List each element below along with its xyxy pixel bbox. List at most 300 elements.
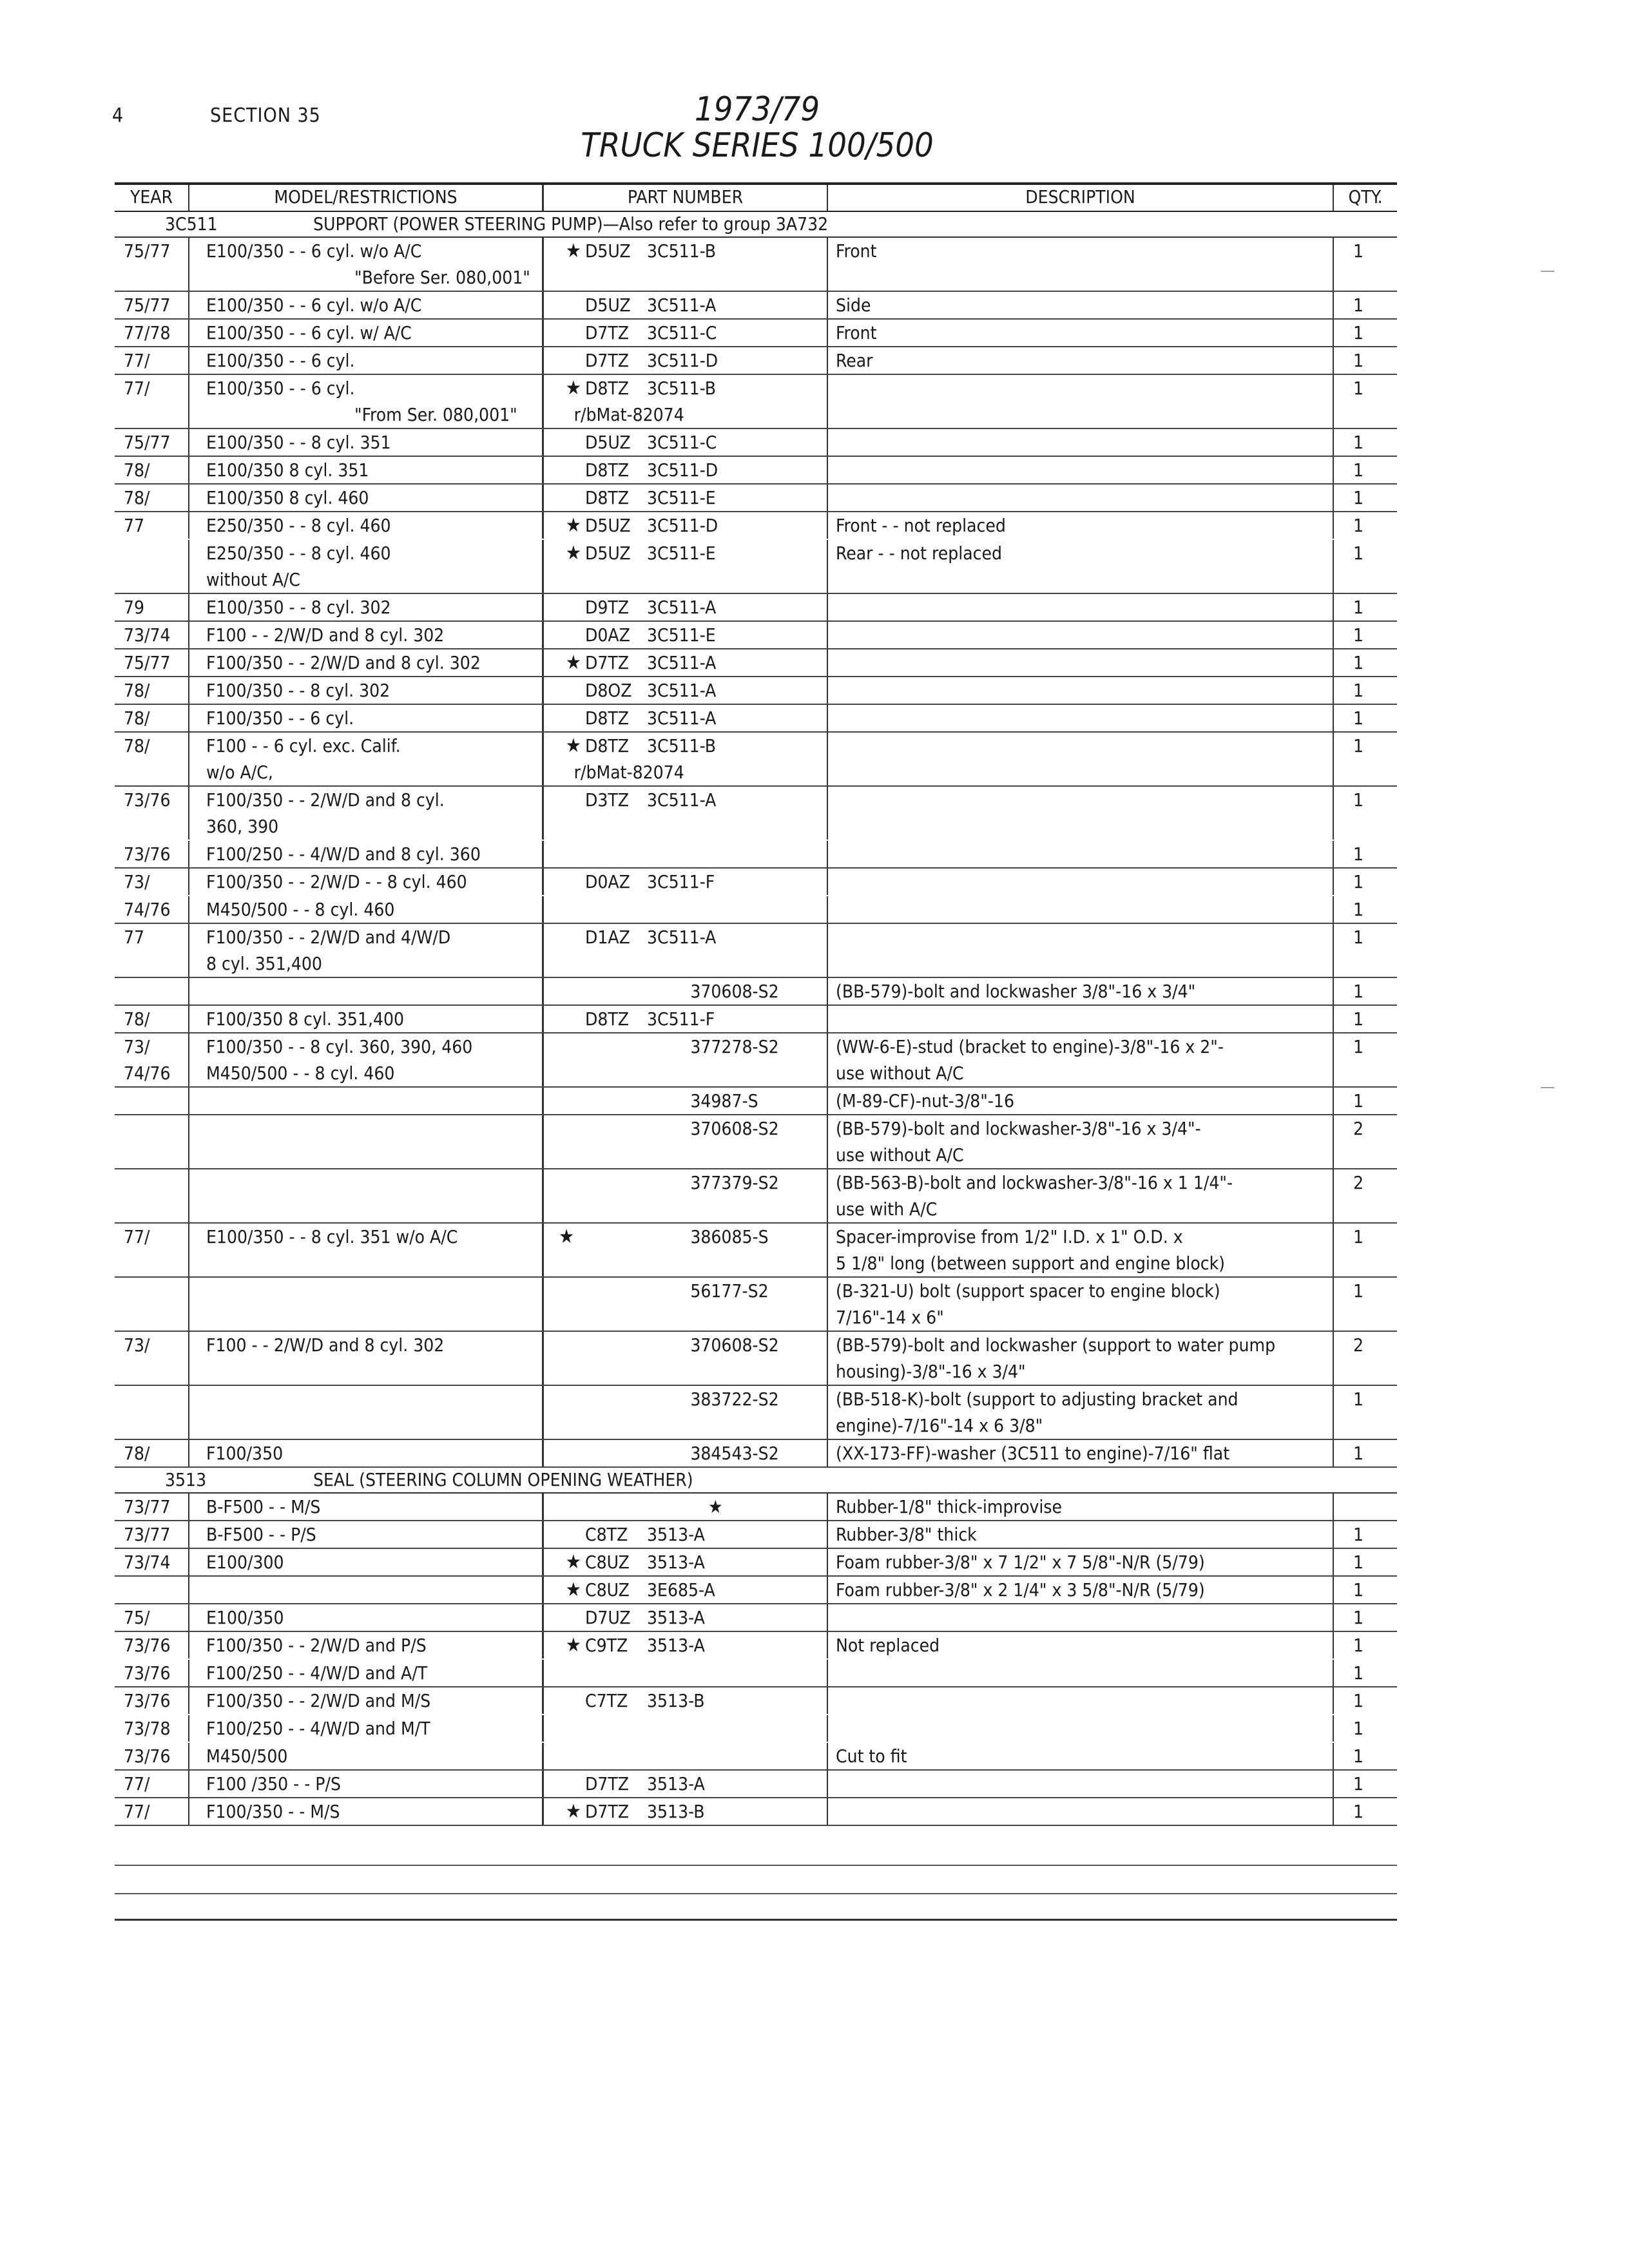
- model-line: F100/350 8 cyl. 351,400: [206, 1008, 405, 1030]
- model-line: F100/350 - - 8 cyl. 302: [206, 680, 390, 701]
- model-cell: [189, 869, 544, 895]
- description-cell: [828, 320, 1334, 346]
- table-row: [115, 1577, 1397, 1604]
- model-cell: [189, 1278, 544, 1331]
- description-cell: [828, 1440, 1334, 1466]
- qty-cell: 2: [1353, 1334, 1364, 1356]
- part-number-cell: [544, 1440, 828, 1466]
- part-number-cell: [544, 841, 828, 867]
- description-cell: [828, 705, 1334, 731]
- part-prefix: C8TZ: [585, 1524, 628, 1545]
- star-icon: ★: [565, 1800, 581, 1823]
- part-prefix: D8TZ: [585, 459, 630, 481]
- description-line: Foam rubber-3/8" x 7 1/2" x 7 5/8"-N/R (5/79): [836, 1552, 1205, 1573]
- model-cell: [189, 1771, 544, 1797]
- model-line: E100/350 - - 6 cyl. w/ A/C: [206, 322, 412, 343]
- qty-cell: 1: [1353, 735, 1364, 756]
- part-base: 377379-S2: [690, 1172, 779, 1193]
- model-cell: [189, 540, 544, 593]
- model-line: E100/350 - - 6 cyl. w/o A/C: [206, 240, 422, 262]
- description-line: (B-321-U) bolt (support spacer to engine block): [836, 1280, 1220, 1302]
- part-base: 3C511-A: [647, 294, 717, 316]
- description-cell: [828, 457, 1334, 483]
- part-base: 370608-S2: [690, 1118, 779, 1139]
- qty-cell: 1: [1353, 1635, 1364, 1656]
- description-cell: [828, 1549, 1334, 1575]
- year-cell: [115, 1332, 189, 1385]
- year-cell: [115, 733, 189, 785]
- qty-cell: [1334, 1494, 1397, 1520]
- part-number-cell: [544, 1278, 828, 1331]
- model-cell: [189, 375, 544, 428]
- model-line: 8 cyl. 351,400: [206, 953, 322, 974]
- description-cell: [828, 375, 1334, 428]
- col-year-header: YEAR: [115, 185, 189, 211]
- year-cell: [115, 787, 189, 840]
- description-line: Cut to fit: [836, 1745, 907, 1767]
- part-number: [544, 1771, 827, 1797]
- part-base: 56177-S2: [690, 1280, 769, 1302]
- part-prefix: D7TZ: [585, 1801, 630, 1822]
- description-cell: [828, 540, 1334, 593]
- part-base: 3C511-E: [647, 624, 716, 646]
- part-number-cell: [544, 1386, 828, 1439]
- description-cell: [828, 622, 1334, 648]
- year-value: 75/: [124, 1607, 150, 1628]
- year-cell: [115, 869, 189, 895]
- model-line: E100/350 - - 8 cyl. 351: [206, 432, 391, 453]
- table-row: [115, 1006, 1397, 1033]
- part-base: ★: [708, 1496, 723, 1517]
- description-cell: [828, 1278, 1334, 1331]
- description-line: Rubber-3/8" thick: [836, 1524, 977, 1545]
- page-title-series: TRUCK SERIES 100/500: [581, 126, 934, 165]
- part-prefix: D0AZ: [585, 624, 630, 646]
- year-cell: [115, 841, 189, 867]
- part-prefix: D7TZ: [585, 1773, 630, 1794]
- year-cell: [115, 1687, 189, 1714]
- part-number: [544, 1798, 827, 1825]
- table-row: [115, 787, 1397, 841]
- year-cell: [115, 1386, 189, 1439]
- table-row: [115, 1798, 1397, 1826]
- part-base: 3513-A: [647, 1552, 705, 1573]
- table-row: [115, 705, 1397, 733]
- table-row: [115, 1494, 1397, 1521]
- part-number-cell: [544, 1604, 828, 1631]
- model-line: F100/350 - - 2/W/D and 8 cyl.: [206, 789, 445, 811]
- part-number-cell: [544, 1715, 828, 1742]
- table-row: [115, 1549, 1397, 1577]
- table-row: [115, 924, 1397, 978]
- model-cell: [189, 457, 544, 483]
- description-cell: [828, 1521, 1334, 1548]
- description-cell: [828, 1224, 1334, 1276]
- table-row: [115, 1715, 1397, 1743]
- part-prefix: D1AZ: [585, 927, 630, 948]
- part-number: [544, 512, 827, 539]
- qty-cell: 1: [1353, 680, 1364, 701]
- group-header: [115, 1468, 1397, 1494]
- year-value: 77/: [124, 378, 150, 399]
- model-cell: [189, 1224, 544, 1276]
- model-cell: [189, 978, 544, 1004]
- year-cell: [115, 649, 189, 676]
- description-cell: [828, 1088, 1334, 1114]
- year-cell: [115, 512, 189, 539]
- table-row: [115, 1088, 1397, 1115]
- star-icon: ★: [559, 1225, 575, 1248]
- description-cell: [828, 869, 1334, 895]
- star-icon: [544, 485, 585, 511]
- model-line: E100/350 8 cyl. 351: [206, 459, 369, 481]
- description-cell: [828, 787, 1334, 840]
- part-prefix: D8TZ: [585, 1008, 630, 1030]
- description-line: Rear: [836, 350, 873, 371]
- description-line: use without A/C: [836, 1062, 964, 1084]
- model-line: E100/350 - - 6 cyl. w/o A/C: [206, 294, 422, 316]
- part-number: [544, 1278, 827, 1304]
- year-value: 73/76: [124, 789, 171, 811]
- model-cell: [189, 622, 544, 648]
- part-number-cell: [544, 1632, 828, 1658]
- table-row: [115, 1278, 1397, 1332]
- qty-cell: 1: [1353, 350, 1364, 371]
- blank-row: [115, 1866, 1397, 1894]
- model-line: w/o A/C,: [206, 762, 273, 783]
- table-row: [115, 1521, 1397, 1549]
- part-number: [544, 429, 827, 456]
- description-line: Front: [836, 240, 877, 262]
- model-cell: [189, 347, 544, 374]
- year-value: 73/74: [124, 624, 171, 646]
- description-cell: [828, 1169, 1334, 1222]
- table-row: [115, 896, 1397, 924]
- part-number-cell: [544, 622, 828, 648]
- part-number-cell: [544, 1743, 828, 1769]
- part-prefix: [578, 1224, 628, 1250]
- model-cell: [189, 1521, 544, 1548]
- description-line: Front - - not replaced: [836, 515, 1006, 536]
- description-line: Front: [836, 322, 877, 343]
- star-icon: ★: [565, 1634, 581, 1657]
- blank-row: [115, 1894, 1397, 1921]
- part-prefix: D7UZ: [585, 1607, 631, 1628]
- model-cell: [189, 787, 544, 840]
- model-cell: [189, 1494, 544, 1520]
- description-cell: [828, 292, 1334, 318]
- table-row: [115, 978, 1397, 1006]
- part-number-cell: [544, 1577, 828, 1603]
- part-number: [544, 1549, 827, 1575]
- model-line: F100 - - 2/W/D and 8 cyl. 302: [206, 1334, 445, 1356]
- star-icon: [544, 1440, 578, 1466]
- year-cell: [115, 1224, 189, 1276]
- model-cell: [189, 238, 544, 291]
- part-number-cell: [544, 677, 828, 704]
- star-icon: [544, 759, 574, 785]
- model-cell: [189, 429, 544, 456]
- model-cell: [189, 1660, 544, 1686]
- description-cell: [828, 1798, 1334, 1825]
- table-row: [115, 485, 1397, 512]
- model-line: F100/350 - - 2/W/D and M/S: [206, 1690, 431, 1711]
- star-icon: [544, 677, 585, 704]
- part-number: [544, 649, 827, 676]
- model-line: E250/350 - - 8 cyl. 460: [206, 543, 391, 564]
- qty-cell: 2: [1353, 1172, 1364, 1193]
- model-cell: [189, 1440, 544, 1466]
- part-base: 3C511-D: [647, 459, 718, 481]
- qty-cell: 1: [1353, 597, 1364, 618]
- part-number: [544, 1521, 827, 1548]
- table-row: [115, 869, 1397, 896]
- part-base: [709, 401, 827, 428]
- part-base: 3C511-B: [647, 378, 717, 399]
- star-icon: [544, 1278, 578, 1304]
- qty-cell: 1: [1353, 1552, 1364, 1573]
- part-prefix: C8UZ: [585, 1579, 630, 1600]
- table-row: [115, 1440, 1397, 1468]
- part-base: 3C511-A: [647, 927, 717, 948]
- year-cell: [115, 292, 189, 318]
- part-number-cell: [544, 1660, 828, 1686]
- part-number-cell: [544, 1687, 828, 1714]
- table-row: [115, 733, 1397, 787]
- qty-cell: 1: [1353, 1801, 1364, 1822]
- part-prefix: C7TZ: [585, 1690, 628, 1711]
- description-line: (BB-563-B)-bolt and lockwasher-3/8"-16 x 1 1/4"-: [836, 1172, 1233, 1193]
- table-row: [115, 1169, 1397, 1224]
- table-row: [115, 1224, 1397, 1278]
- part-base: 3513-A: [647, 1524, 705, 1545]
- qty-cell: 1: [1353, 981, 1364, 1002]
- year-value: 77: [124, 927, 145, 948]
- year-cell: [115, 924, 189, 977]
- year-value: 78/: [124, 1443, 150, 1464]
- part-number: [544, 292, 827, 318]
- description-cell: [828, 1577, 1334, 1603]
- star-icon: ★: [565, 1551, 581, 1573]
- part-number-cell: [544, 320, 828, 346]
- part-number-cell: [544, 869, 828, 895]
- part-number: [544, 677, 827, 704]
- star-icon: [544, 1088, 578, 1114]
- description-cell: [828, 485, 1334, 511]
- qty-cell: 1: [1353, 652, 1364, 673]
- part-number-cell: [544, 1771, 828, 1797]
- part-number: [544, 1577, 827, 1603]
- description-cell: [828, 1332, 1334, 1385]
- description-line: Foam rubber-3/8" x 2 1/4" x 3 5/8"-N/R (5/79): [836, 1579, 1205, 1600]
- model-cell: [189, 1115, 544, 1168]
- year-value: 77/78: [124, 322, 171, 343]
- qty-cell: 1: [1353, 1662, 1364, 1684]
- description-line: 7/16"-14 x 6": [836, 1307, 944, 1328]
- part-prefix: D5UZ: [585, 294, 631, 316]
- group-code: 3513: [165, 1469, 207, 1490]
- year-cell: [115, 1033, 189, 1086]
- year-cell: [115, 1549, 189, 1575]
- description-cell: [828, 733, 1334, 785]
- year-cell: [115, 1743, 189, 1769]
- part-number-cell: [544, 733, 828, 785]
- table-row: [115, 1386, 1397, 1440]
- model-cell: [189, 320, 544, 346]
- part-number: [544, 1115, 827, 1142]
- part-number-cell: [544, 787, 828, 840]
- table-row: [115, 677, 1397, 705]
- page-header: [0, 90, 1629, 180]
- year-value: 73/74: [124, 1552, 171, 1573]
- qty-cell: 1: [1353, 1579, 1364, 1600]
- description-line: (M-89-CF)-nut-3/8"-16: [836, 1090, 1014, 1111]
- part-prefix: D3TZ: [585, 789, 630, 811]
- part-number-cell: [544, 1224, 828, 1276]
- part-number: [544, 1224, 827, 1250]
- qty-cell: 1: [1353, 515, 1364, 536]
- model-line: F100/250 - - 4/W/D and 8 cyl. 360: [206, 843, 481, 865]
- model-line: F100/350 - - 2/W/D - - 8 cyl. 460: [206, 871, 467, 892]
- year-value: 74/76: [124, 1062, 171, 1084]
- model-cell: [189, 1743, 544, 1769]
- model-line: F100/350 - - 2/W/D and P/S: [206, 1635, 427, 1656]
- model-line: M450/500 - - 8 cyl. 460: [206, 899, 395, 920]
- part-base: 383722-S2: [690, 1389, 779, 1410]
- part-number-cell: [544, 1332, 828, 1385]
- part-base: 3C511-C: [647, 322, 717, 343]
- model-line: F100 - - 6 cyl. exc. Calif.: [206, 735, 401, 756]
- part-number-cell: [544, 896, 828, 923]
- model-line: E100/350 - - 6 cyl.: [206, 350, 355, 371]
- model-line: F100/350 - - M/S: [206, 1801, 340, 1822]
- part-base: 3C511-A: [647, 707, 717, 729]
- part-prefix: r/bMat-82074: [574, 762, 684, 783]
- part-base: 3C511-A: [647, 680, 717, 701]
- description-line: Rear - - not replaced: [836, 543, 1002, 564]
- model-cell: [189, 1033, 544, 1086]
- description-cell: [828, 1494, 1334, 1520]
- part-number-cell: [544, 1494, 828, 1520]
- table-row: [115, 429, 1397, 457]
- description-line: (BB-579)-bolt and lockwasher (support to water pump: [836, 1334, 1276, 1356]
- year-cell: [115, 1169, 189, 1222]
- qty-cell: 1: [1353, 240, 1364, 262]
- part-base: 3C511-B: [647, 240, 717, 262]
- part-number: [544, 320, 827, 346]
- part-prefix: C9TZ: [585, 1635, 628, 1656]
- part-number: [544, 869, 827, 895]
- year-cell: [115, 978, 189, 1004]
- year-value: 73/: [124, 871, 150, 892]
- description-cell: [828, 1687, 1334, 1714]
- part-base: 3E685-A: [647, 1579, 715, 1600]
- table-row: [115, 649, 1397, 677]
- table-body: [115, 212, 1397, 1826]
- model-line: B-F500 - - M/S: [206, 1496, 321, 1517]
- part-number-cell: [544, 512, 828, 539]
- table-row: [115, 1743, 1397, 1771]
- year-value: 73/76: [124, 843, 171, 865]
- part-number: [544, 1088, 827, 1114]
- qty-cell: 2: [1353, 1118, 1364, 1139]
- part-prefix: [578, 1386, 628, 1412]
- part-base: 3C511-D: [647, 350, 718, 371]
- qty-cell: 1: [1353, 378, 1364, 399]
- model-cell: [189, 594, 544, 620]
- part-base: 3C511-F: [647, 871, 715, 892]
- model-line: F100/350: [206, 1443, 284, 1464]
- part-number: [544, 1169, 827, 1196]
- table-row: [115, 594, 1397, 622]
- group-header: [115, 212, 1397, 238]
- year-cell: [115, 1115, 189, 1168]
- qty-cell: 1: [1353, 624, 1364, 646]
- star-icon: [544, 1604, 585, 1631]
- part-base: 3C511-E: [647, 543, 716, 564]
- description-line: Not replaced: [836, 1635, 940, 1656]
- table-row: [115, 841, 1397, 869]
- star-icon: [544, 429, 585, 456]
- year-value: 74/76: [124, 899, 171, 920]
- model-line: "Before Ser. 080,001": [354, 267, 530, 288]
- year-cell: [115, 1604, 189, 1631]
- year-value: 73/: [124, 1036, 150, 1057]
- margin-mark: —: [1540, 1077, 1556, 1097]
- star-icon: [544, 292, 585, 318]
- part-number: [544, 1494, 827, 1520]
- part-number: [544, 733, 827, 759]
- qty-cell: 1: [1353, 871, 1364, 892]
- year-value: 73/77: [124, 1496, 171, 1517]
- year-cell: [115, 375, 189, 428]
- description-line: engine)-7/16"-14 x 6 3/8": [836, 1415, 1043, 1436]
- model-cell: [189, 485, 544, 511]
- part-prefix: D5UZ: [585, 543, 631, 564]
- part-base: 3C511-F: [647, 1008, 715, 1030]
- part-base: 3C511-C: [647, 432, 717, 453]
- part-prefix: [578, 1115, 628, 1142]
- part-prefix: [578, 978, 628, 1004]
- part-number-cell: [544, 649, 828, 676]
- table-row: [115, 512, 1397, 540]
- description-line: use without A/C: [836, 1144, 964, 1166]
- qty-cell: 1: [1353, 927, 1364, 948]
- table-row: [115, 1604, 1397, 1632]
- part-number-cell: [544, 1006, 828, 1032]
- year-cell: [115, 1006, 189, 1032]
- part-prefix: D0AZ: [585, 871, 630, 892]
- qty-cell: 1: [1353, 294, 1364, 316]
- part-number: [544, 347, 827, 374]
- qty-cell: 1: [1353, 459, 1364, 481]
- col-qty-header: QTY.: [1348, 186, 1383, 207]
- part-number: [544, 1332, 827, 1358]
- year-cell: [115, 1715, 189, 1742]
- star-icon: [544, 1521, 585, 1548]
- year-cell: [115, 896, 189, 923]
- description-line: use with A/C: [836, 1198, 938, 1220]
- part-prefix: D8OZ: [585, 680, 632, 701]
- star-icon: [544, 622, 585, 648]
- qty-cell: 1: [1353, 1226, 1364, 1247]
- part-base: 3C511-A: [647, 789, 717, 811]
- page-number: 4: [112, 104, 124, 127]
- part-base: 3C511-B: [647, 735, 717, 756]
- year-value: 73/76: [124, 1635, 171, 1656]
- description-line: Spacer-improvise from 1/2" I.D. x 1" O.D. x: [836, 1226, 1183, 1247]
- year-cell: [115, 1440, 189, 1466]
